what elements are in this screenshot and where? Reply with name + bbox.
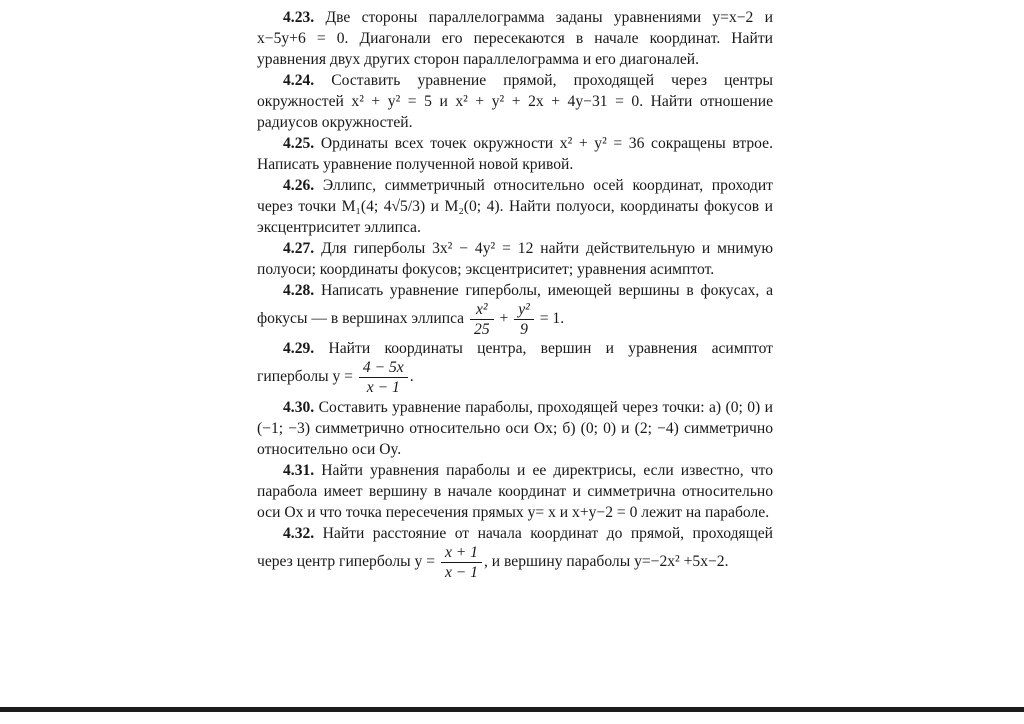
problem-4-31	[257, 460, 773, 523]
fraction-numerator: x²	[470, 301, 494, 320]
problem-4-25	[257, 133, 773, 175]
problem-text: Эллипс, симметричный относительно осей координат, проходит через точки M₁(4; 4√5/3) и M₂(0; 4). Найти полуоси, координаты фокусов и эксцентриситет эллипса.	[257, 177, 773, 236]
problem-4-24	[257, 70, 773, 133]
fraction-numerator: y²	[514, 301, 534, 320]
problem-4-26	[257, 175, 773, 238]
problem-text: , и вершину параболы y=−2x² +5x−2.	[483, 552, 729, 570]
fraction-denominator: x − 1	[444, 563, 478, 581]
problem-text: Найти расстояние от начала координат до прямой, проходящей через центр гиперболы y =	[257, 524, 773, 570]
problem-text: Составить уравнение параболы, проходящей через точки: а) (0; 0) и (−1; −3) симметрично относительно оси Ox; б) (0; 0) и (2; −4) симметрично относительно оси Oy.	[257, 398, 773, 458]
problem-number: 4.26.	[283, 177, 315, 194]
problem-number: 4.32.	[283, 524, 315, 542]
problem-text: Две стороны параллелограмма заданы уравнениями y=x−2 и x−5y+6 = 0. Диагонали его пересекаются в начале координат. Найти уравнения двух других сторон параллелограмма и его диагоналей.	[257, 9, 773, 68]
scan-bottom-edge	[0, 707, 1024, 712]
fraction-denominator: x − 1	[366, 379, 400, 397]
problem-4-23	[257, 7, 773, 70]
problem-text: Написать уравнение гиперболы, имеющей вершины в фокусах, а фокусы — в вершинах эллипса	[257, 282, 773, 328]
problem-number: 4.30.	[283, 398, 315, 416]
problem-4-27	[257, 238, 773, 280]
problem-number: 4.24.	[283, 72, 315, 89]
problem-number: 4.31.	[283, 461, 315, 479]
problem-text: Для гиперболы 3x² − 4y² = 12 найти действительную и мнимую полуоси; координаты фокусов; эксцентриситет; уравнения асимптот.	[257, 240, 774, 278]
fraction-hyperbola	[357, 359, 410, 396]
problem-4-28	[257, 280, 773, 338]
fraction-y2-9	[512, 301, 536, 338]
problem-text: Составить уравнение прямой, проходящей через центры окружностей x² + y² = 5 и x² + y² + 2x + 4y−31 = 0. Найти отношение радиусов окружностей.	[257, 72, 773, 131]
problem-number: 4.28.	[283, 282, 315, 299]
problem-text: Найти уравнения параболы и ее директрисы, если известно, что парабола имеет вершину в начале координат и симметрична относительно оси Ox и что точка пересечения прямых y= x и x+y−2 = 0 лежит на параболе.	[257, 461, 773, 521]
fraction-numerator: x + 1	[441, 544, 482, 563]
problems-list	[257, 7, 773, 581]
fraction-x2-25	[468, 301, 496, 338]
fraction-denominator: 9	[520, 321, 528, 339]
problem-text: .	[409, 368, 414, 386]
problem-4-30	[257, 397, 773, 460]
fraction-numerator: 4 − 5x	[359, 359, 408, 378]
fraction-denominator: 25	[474, 321, 490, 339]
problem-number: 4.27.	[283, 240, 315, 257]
problem-number: 4.23.	[283, 9, 315, 26]
problem-number: 4.29.	[283, 340, 315, 358]
problem-number: 4.25.	[283, 135, 315, 152]
problem-text: = 1.	[539, 310, 565, 328]
problem-text: Найти координаты центра, вершин и уравнения асимптот гиперболы y =	[257, 340, 773, 386]
problem-text: Ординаты всех точек окружности x² + y² = 36 сокращены втрое. Написать уравнение полученной новой кривой.	[257, 135, 773, 173]
plus-operator: +	[499, 310, 509, 328]
fraction-hyperbola-center	[439, 544, 484, 581]
problem-4-29	[257, 338, 773, 396]
problem-4-32	[257, 523, 773, 581]
